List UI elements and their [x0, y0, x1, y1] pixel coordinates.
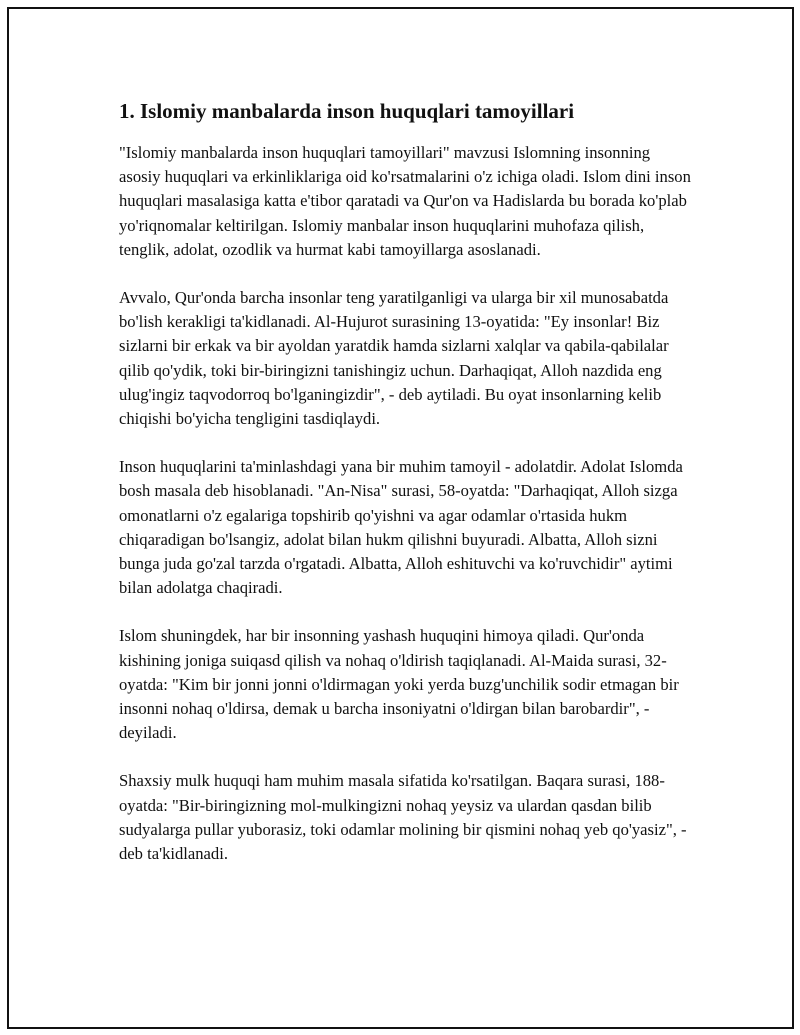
- paragraph-intro: "Islomiy manbalarda inson huquqlari tamoyillari" mavzusi Islomning insonning asosiy huquqlari va erkinliklariga oid ko'rsatmalarini o'z ichiga oladi. Islom dini inson huquqlari masalasiga katta e'tibor qaratadi va Qur'on va Hadislarda bu borada ko'plab yo'riqnomalar keltirilgan. Islomiy manbalar inson huquqlarini muhofaza qilish, tenglik, adolat, ozodlik va hurmat kabi tamoyillarga asoslanadi.: [119, 143, 691, 259]
- document-body: [119, 97, 694, 890]
- paragraph-right-to-life: Islom shuningdek, har bir insonning yashash huquqini himoya qiladi. Qur'onda kishining joniga suiqasd qilish va nohaq o'ldirish taqiqlanadi. Al-Maida surasi, 32-oyatda: "Kim bir jonni jonni o'ldirmagan yoki yerda buzg'unchilik sodir etmagan bir insonni nohaq o'ldirsa, demak u barcha insoniyatni o'ldirgan bilan barobardir", - deyiladi.: [119, 626, 679, 743]
- document-title: 1. Islomiy manbalarda inson huquqlari tamoyillari: [119, 99, 575, 123]
- paragraph-equality: Avvalo, Qur'onda barcha insonlar teng yaratilganligi va ularga bir xil munosabatda bo'lish kerakligi ta'kidlanadi. Al-Hujurot surasining 13-oyatida: "Ey insonlar! Biz sizlarni bir erkak va bir ayoldan yaratdik hamda sizlarni xalqlar va qabila-qabilalar qilib qo'ydik, toki bir-biringizni tanishingiz uchun. Darhaqiqat, Alloh nazdida eng ulug'ingiz taqvodorroq bo'lganingizdir", - deb aytiladi. Bu oyat insonlarning kelib chiqishi bo'yicha tengligini tasdiqlaydi.: [119, 288, 669, 429]
- paragraph-property: Shaxsiy mulk huquqi ham muhim masala sifatida ko'rsatilgan. Baqara surasi, 188-oyatda: "Bir-biringizning mol-mulkingizni nohaq yeysiz va ulardan qasdan bilib sudyalarga pullar yuborasiz, toki odamlar molining bir qismini nohaq yeb qo'yasiz", - deb ta'kidlanadi.: [119, 771, 687, 864]
- document-page: [7, 7, 794, 1029]
- paragraph-justice: Inson huquqlarini ta'minlashdagi yana bir muhim tamoyil - adolatdir. Adolat Islomda bosh masala deb hisoblanadi. "An-Nisa" surasi, 58-oyatda: "Darhaqiqat, Alloh sizga omonatlarni o'z egalariga topshirib qo'yishni va agar odamlar o'rtasida hukm chiqaradigan bo'lsangiz, adolat bilan hukm qilishni buyuradi. Albatta, Alloh sizni bunga juda go'zal tarzda o'rgatadi. Albatta, Alloh eshituvchi va ko'ruvchidir" aytimi bilan adolatga chaqiradi.: [119, 457, 683, 598]
